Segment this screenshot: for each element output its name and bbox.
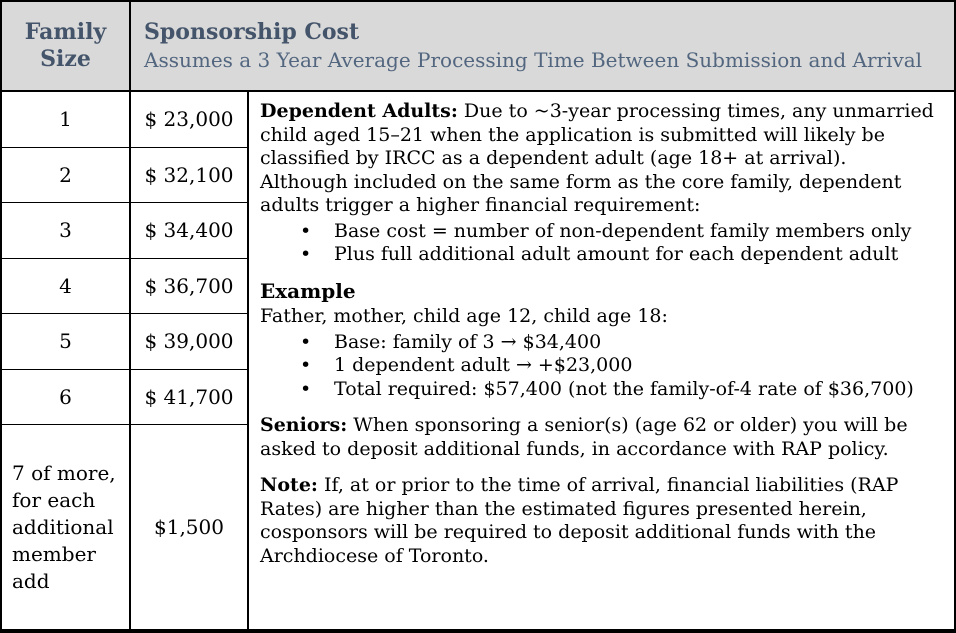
bullet-item: • Plus full additional adult amount for each dependent adult — [260, 243, 940, 267]
bullet-item: • Base cost = number of non-dependent family members only — [260, 220, 940, 244]
cost-cell-2: $ 32,100 — [131, 148, 249, 204]
example-heading: Example — [260, 278, 356, 303]
header-sponsorship-cost — [131, 2, 954, 92]
cost-cell-6: $ 41,700 — [131, 370, 249, 426]
family-size-cell-5: 5 — [2, 314, 131, 370]
note-label: Note: — [260, 474, 318, 496]
cost-cell-7plus: $1,500 — [131, 425, 249, 629]
dependent-adults-text: Due to ~3-year processing times, any unmarried child aged 15–21 when the application is submitted will likely be classified by IRCC as a dependent adult (age 18+ at arrival). Although included on the same form as the core family, dependent adults trigger a higher financial requirement: — [260, 100, 934, 216]
notes-panel — [249, 92, 954, 629]
family-size-cell-1: 1 — [2, 92, 131, 148]
note-paragraph — [260, 474, 940, 568]
family-size-cell-6: 6 — [2, 370, 131, 426]
bullet-item: • Base: family of 3 → $34,400 — [260, 331, 940, 355]
header-family-size — [2, 2, 131, 92]
family-size-cell-7plus: 7 of more, for each additional member add — [2, 425, 131, 629]
dependent-adults-section — [260, 100, 940, 267]
header-family-size-line1: Family — [24, 19, 107, 46]
seniors-section — [260, 414, 940, 461]
note-section — [260, 474, 940, 568]
example-intro: Father, mother, child age 12, child age 18: — [260, 305, 668, 327]
cost-cell-1: $ 23,000 — [131, 92, 249, 148]
header-title: Sponsorship Cost — [144, 19, 360, 46]
dependent-adults-bullets — [260, 220, 940, 267]
cost-cell-3: $ 34,400 — [131, 203, 249, 259]
bullet-item: • 1 dependent adult → +$23,000 — [260, 354, 940, 378]
bullet-item: • Total required: $57,400 (not the family-of-4 rate of $36,700) — [260, 378, 940, 402]
cost-cell-5: $ 39,000 — [131, 314, 249, 370]
note-text: If, at or prior to the time of arrival, financial liabilities (RAP Rates) are higher than the estimated figures presented herein, cosponsors will be required to deposit additional funds with the Archdiocese of Toronto. — [260, 474, 899, 567]
family-size-cell-4: 4 — [2, 259, 131, 315]
example-bullets — [260, 331, 940, 402]
dependent-adults-paragraph — [260, 100, 940, 218]
cost-cell-4: $ 36,700 — [131, 259, 249, 315]
header-subtitle: Assumes a 3 Year Average Processing Time Between Submission and Arrival — [144, 47, 923, 72]
seniors-paragraph — [260, 414, 940, 461]
seniors-text: When sponsoring a senior(s) (age 62 or older) you will be asked to deposit additional funds, in accordance with RAP policy. — [260, 414, 908, 460]
header-family-size-line2: Size — [40, 46, 91, 72]
family-size-cell-3: 3 — [2, 203, 131, 259]
example-section — [260, 280, 940, 402]
family-size-cell-2: 2 — [2, 148, 131, 204]
seniors-label: Seniors: — [260, 414, 348, 436]
dependent-adults-label: Dependent Adults: — [260, 100, 458, 122]
